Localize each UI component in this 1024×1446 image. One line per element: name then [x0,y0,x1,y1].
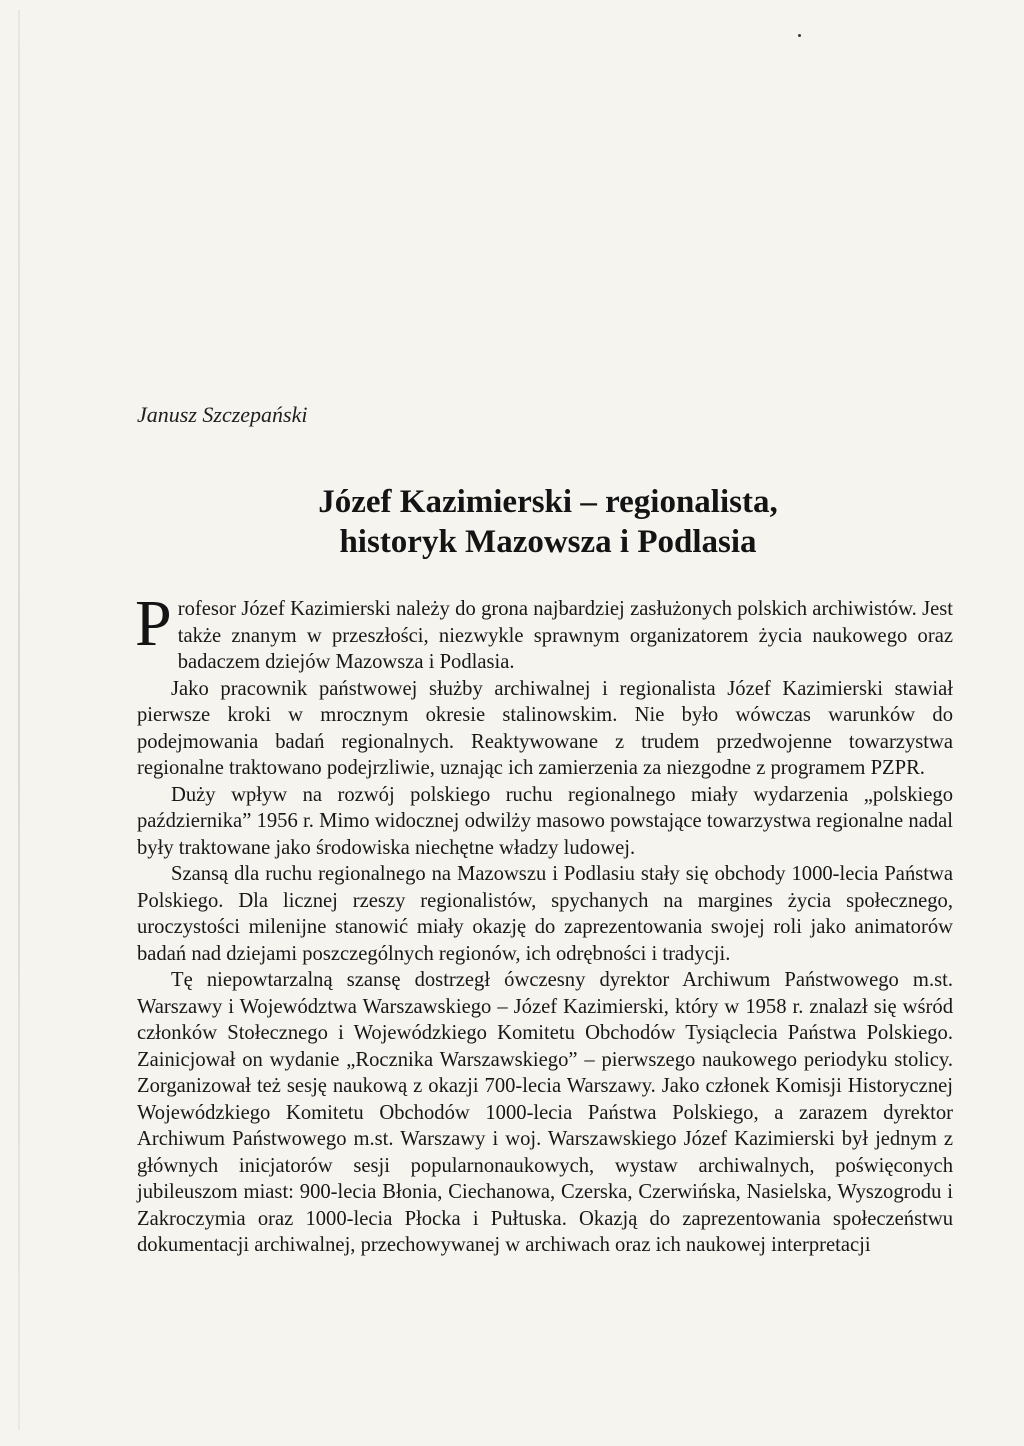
paragraph-5: Tę niepowtarzalną szansę dostrzegł ówczesny dyrektor Archiwum Państwowego m.st. Warszawy i Województwa Warszawskiego – Józef Kazimierski, który w 1958 r. znalazł się wśród członków Stołecznego i Wojewódzkiego Komitetu Obchodów Tysiąclecia Państwa Polskiego. Zainicjował on wydanie „Rocznika Warszawskiego” – pierwszego naukowego periodyku stolicy. Zorganizował też sesję naukową z okazji 700-lecia Warszawy. Jako członek Komisji Historycznej Wojewódzkiego Komitetu Obchodów 1000-lecia Państwa Polskiego, a zarazem dyrektor Archiwum Państwowego m.st. Warszawy i woj. Warszawskiego Józef Kazimierski był jednym z głównych inicjatorów sesji popularnonaukowych, wystaw archiwalnych, poświęconych jubileuszom miast: 900-lecia Błonia, Ciechanowa, Czerska, Czerwińska, Nasielska, Wyszogrodu i Zakroczymia oraz 1000-lecia Płocka i Pułtuska. Okazją do zaprezentowania społeczeństwu dokumentacji archiwalnej, przechowywanej w archiwach oraz ich naukowej interpretacji [137,969,953,1256]
paragraph-3: Duży wpływ na rozwój polskiego ruchu regionalnego miały wydarzenia „polskiego października” 1956 r. Mimo widocznej odwilży masowo powstające towarzystwa regionalne nadal były traktowane jako środowiska niechętne władzy ludowej. [137,783,953,859]
article-title-line-2: historyk Mazowsza i Podlasia [339,524,757,560]
scan-speck [798,34,801,37]
scan-edge-shadow [18,10,20,1430]
article-body [135,587,953,1259]
paragraph-1-text: rofesor Józef Kazimierski należy do grona najbardziej zasłużonych polskich archiwistów. Jest także znanym w przeszłości, niezwykle sprawnym organizatorem życia naukowego oraz badaczem dziejów Mazowsza i Podlasia. [177,598,953,673]
paragraph-1 [135,587,953,676]
article-title [138,482,958,562]
author-name: Janusz Szczepański [137,402,308,427]
article-title-line-1: Józef Kazimierski – regionalista, [318,484,778,520]
drop-cap: P [135,587,172,660]
paragraph-4: Szansą dla ruchu regionalnego na Mazowszu i Podlasiu stały się obchody 1000-lecia Państwa Polskiego. Dla licznej rzeszy regionalistów, spychanych na margines życia społecznego, uroczystości milenijne stanowić miały okazję do zaprezentowania swojej roli jako animatorów badań nad dziejami poszczególnych regionów, ich odrębności i tradycji. [137,863,953,965]
paragraph-2: Jako pracownik państwowej służby archiwalnej i regionalista Józef Kazimierski stawiał pierwsze kroki w mrocznym okresie stalinowskim. Nie było wówczas warunków do podejmowania badań regionalnych. Reaktywowane z trudem przedwojenne towarzystwa regionalne traktowano podejrzliwie, uznając ich zamierzenia za niezgodne z programem PZPR. [137,677,953,779]
